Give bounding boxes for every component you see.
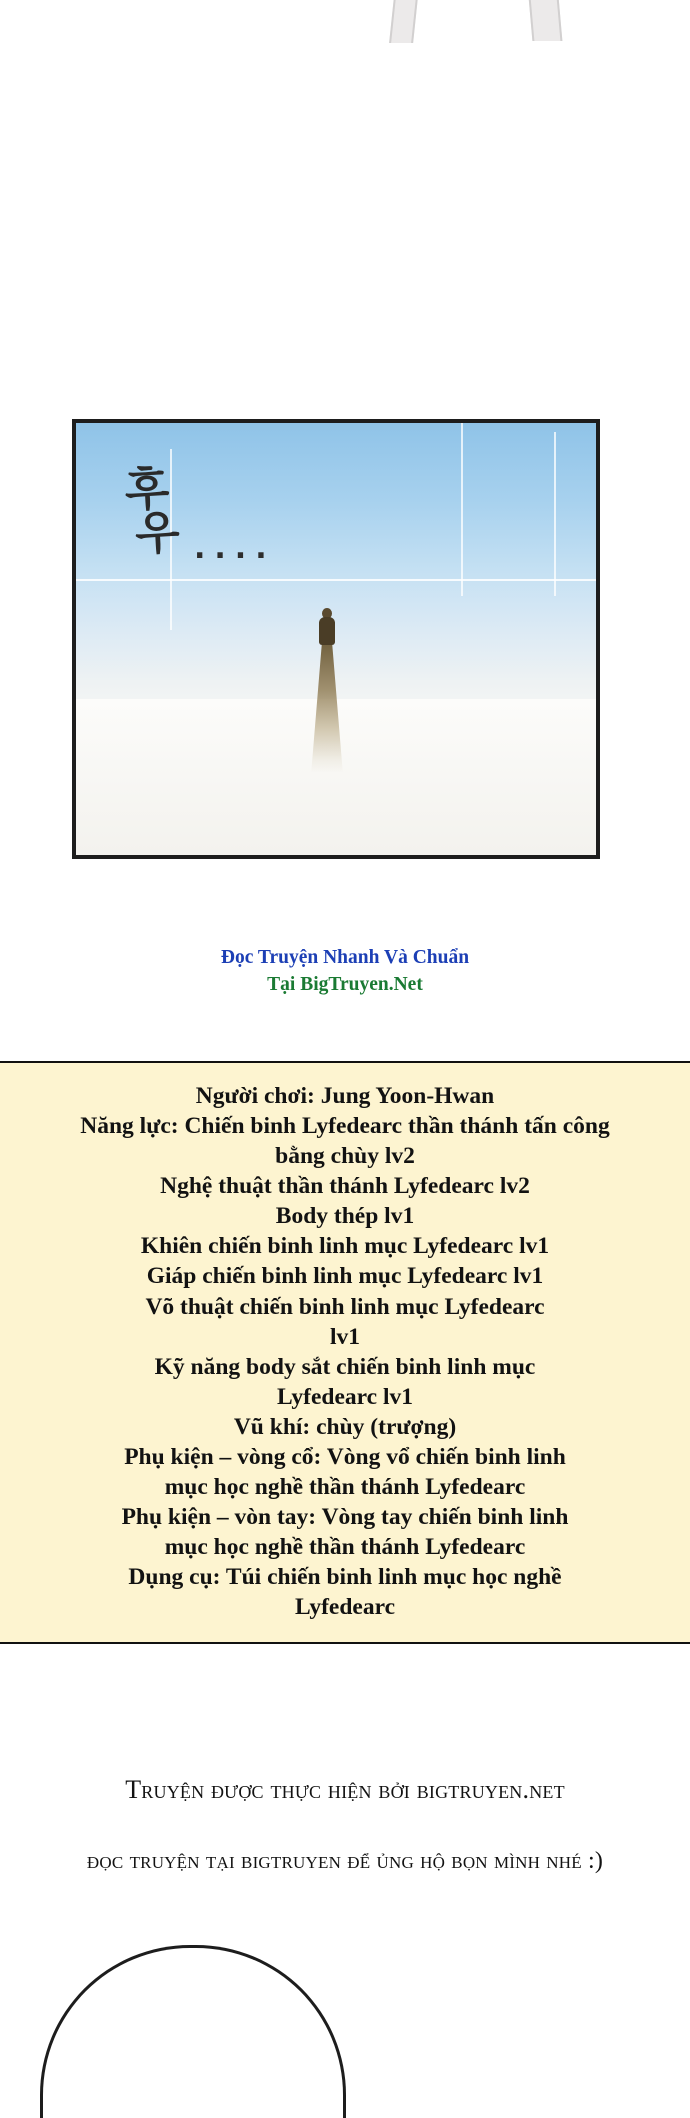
panel-fragment-right <box>528 0 563 41</box>
site-credit <box>0 945 690 999</box>
sfx-line-2: 우 <box>133 504 179 561</box>
figure-body <box>319 617 335 645</box>
status-line: Vũ khí: chùy (trượng) <box>233 1413 457 1440</box>
status-line: Body thép lv1 <box>275 1203 415 1230</box>
status-line: mục học nghề thần thánh Lyfedearc <box>164 1474 526 1501</box>
status-line: Dụng cụ: Túi chiến binh linh mục học nghề <box>128 1564 562 1591</box>
status-line: Võ thuật chiến binh linh mục Lyfedearc <box>145 1293 545 1320</box>
status-line: bằng chùy lv2 <box>275 1143 415 1170</box>
wall-seam <box>554 432 556 596</box>
status-line: Phụ kiện – vòn tay: Vòng tay chiến binh linh <box>121 1504 569 1531</box>
status-line: Kỹ năng body sắt chiến binh linh mục <box>154 1353 536 1380</box>
status-line: Phụ kiện – vòng cổ: Vòng vổ chiến binh linh <box>124 1443 566 1470</box>
footer-credit-line-1: Truyện được thực hiện bởi bigtruyen.net <box>125 1775 565 1804</box>
status-line: Giáp chiến binh linh mục Lyfedearc lv1 <box>146 1263 544 1290</box>
status-line: Lyfedearc lv1 <box>277 1383 413 1410</box>
wall-seam <box>461 423 463 596</box>
status-line: lv1 <box>329 1323 361 1350</box>
character-figure <box>316 608 338 646</box>
horizon-line <box>76 579 596 581</box>
status-window-panel <box>0 1061 690 1644</box>
sfx-line-1: 후 <box>123 461 169 518</box>
site-credit-line-2: Tại BigTruyen.Net <box>267 973 423 995</box>
status-line: Người chơi: Jung Yoon-Hwan <box>195 1083 495 1109</box>
status-line: Nghệ thuật thần thánh Lyfedearc lv2 <box>160 1173 530 1200</box>
site-credit-line-1: Đọc Truyện Nhanh Và Chuẩn <box>220 947 470 968</box>
sound-effect-text <box>123 461 179 561</box>
previous-panel-fragments <box>0 0 690 52</box>
status-line: Khiên chiến binh linh mục Lyfedearc lv1 <box>140 1233 550 1260</box>
comic-panel <box>72 419 600 859</box>
footer-credit-line-2: đọc truyện tại bigtruyen để ủng hộ bọn mình nhé :) <box>86 1848 604 1874</box>
status-line: mục học nghề thần thánh Lyfedearc <box>164 1534 526 1561</box>
status-line: Lyfedearc <box>294 1594 396 1621</box>
next-panel-top-edge <box>40 1945 346 2118</box>
panel-fragment-left <box>389 0 419 43</box>
status-line: Năng lực: Chiến binh Lyfedearc thần thánh tấn công <box>80 1113 610 1140</box>
ellipsis-text: .... <box>194 531 276 566</box>
